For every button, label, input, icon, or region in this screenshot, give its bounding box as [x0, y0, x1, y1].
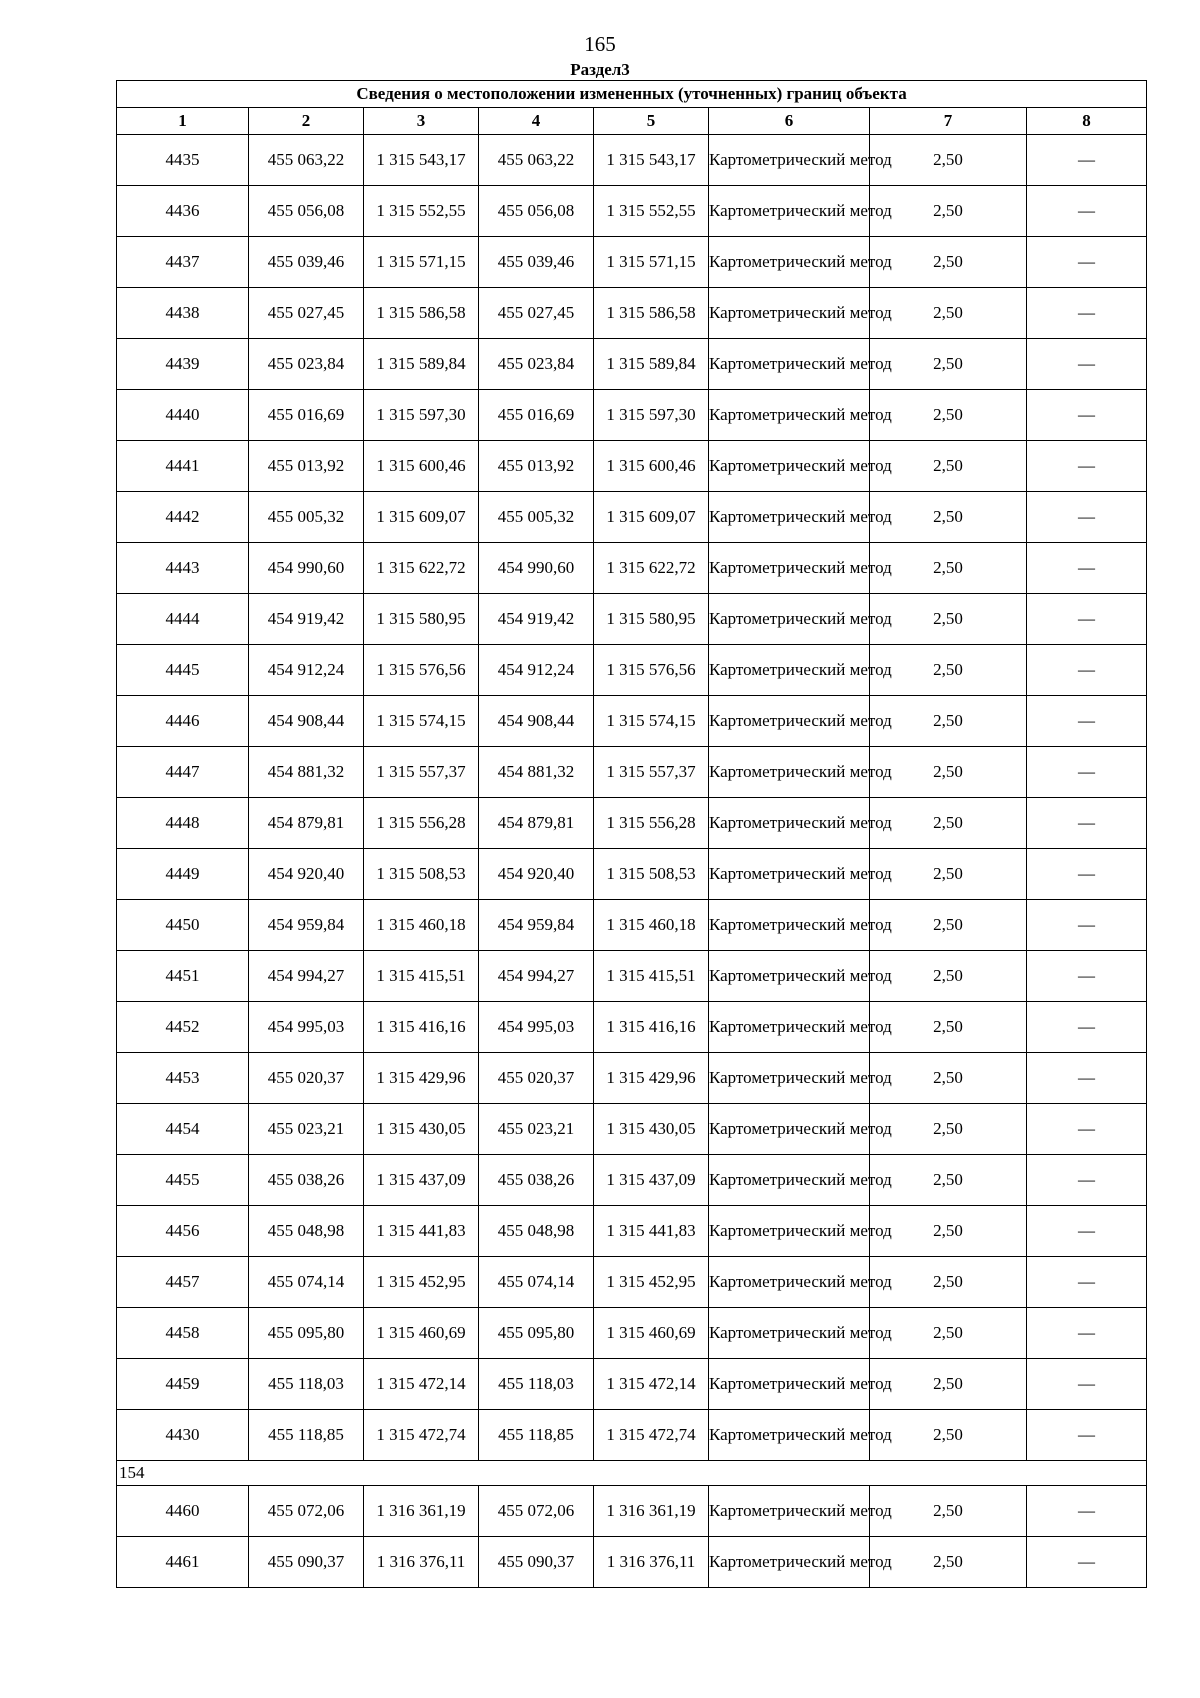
note-cell: — [1027, 696, 1147, 747]
x-new-cell: 455 118,85 [479, 1410, 594, 1461]
accuracy-cell: 2,50 [870, 135, 1027, 186]
table-row [117, 696, 1147, 747]
x-old-cell: 455 118,85 [249, 1410, 364, 1461]
y-old-cell: 1 315 437,09 [364, 1155, 479, 1206]
table-row [117, 339, 1147, 390]
x-old-cell: 454 920,40 [249, 849, 364, 900]
y-old-cell: 1 315 589,84 [364, 339, 479, 390]
x-new-cell: 454 990,60 [479, 543, 594, 594]
y-new-cell: 1 315 415,51 [594, 951, 709, 1002]
x-new-cell: 454 881,32 [479, 747, 594, 798]
table-row [117, 951, 1147, 1002]
y-new-cell: 1 316 376,11 [594, 1537, 709, 1588]
y-old-cell: 1 315 609,07 [364, 492, 479, 543]
table-row [117, 900, 1147, 951]
column-header: 2 [249, 108, 364, 135]
accuracy-cell: 2,50 [870, 441, 1027, 492]
table-row [117, 1537, 1147, 1588]
note-cell: — [1027, 1104, 1147, 1155]
accuracy-cell: 2,50 [870, 696, 1027, 747]
method-cell: Картометрический метод [709, 1053, 870, 1104]
note-cell: — [1027, 1002, 1147, 1053]
x-new-cell: 455 027,45 [479, 288, 594, 339]
method-cell: Картометрический метод [709, 1308, 870, 1359]
x-new-cell: 455 023,84 [479, 339, 594, 390]
column-header: 1 [117, 108, 249, 135]
x-old-cell: 454 919,42 [249, 594, 364, 645]
table-row [117, 237, 1147, 288]
table-row [117, 1257, 1147, 1308]
point-number-cell: 4456 [117, 1206, 249, 1257]
column-header: 5 [594, 108, 709, 135]
x-old-cell: 455 016,69 [249, 390, 364, 441]
point-number-cell: 4450 [117, 900, 249, 951]
accuracy-cell: 2,50 [870, 1308, 1027, 1359]
y-old-cell: 1 315 452,95 [364, 1257, 479, 1308]
method-cell: Картометрический метод [709, 594, 870, 645]
y-new-cell: 1 315 580,95 [594, 594, 709, 645]
point-number-cell: 4447 [117, 747, 249, 798]
x-new-cell: 455 023,21 [479, 1104, 594, 1155]
x-new-cell: 455 016,69 [479, 390, 594, 441]
table-row [117, 1053, 1147, 1104]
table-row [117, 492, 1147, 543]
y-new-cell: 1 315 600,46 [594, 441, 709, 492]
x-old-cell: 455 023,21 [249, 1104, 364, 1155]
accuracy-cell: 2,50 [870, 1155, 1027, 1206]
method-cell: Картометрический метод [709, 951, 870, 1002]
table-row [117, 645, 1147, 696]
note-cell: — [1027, 1308, 1147, 1359]
accuracy-cell: 2,50 [870, 339, 1027, 390]
method-cell: Картометрический метод [709, 696, 870, 747]
method-cell: Картометрический метод [709, 1486, 870, 1537]
method-cell: Картометрический метод [709, 1206, 870, 1257]
x-new-cell: 455 039,46 [479, 237, 594, 288]
x-new-cell: 455 095,80 [479, 1308, 594, 1359]
y-old-cell: 1 315 552,55 [364, 186, 479, 237]
y-new-cell: 1 315 597,30 [594, 390, 709, 441]
y-new-cell: 1 315 416,16 [594, 1002, 709, 1053]
point-number-cell: 4451 [117, 951, 249, 1002]
table-row [117, 1410, 1147, 1461]
x-old-cell: 455 074,14 [249, 1257, 364, 1308]
y-new-cell: 1 315 472,74 [594, 1410, 709, 1461]
y-new-cell: 1 315 609,07 [594, 492, 709, 543]
x-old-cell: 454 990,60 [249, 543, 364, 594]
y-old-cell: 1 315 576,56 [364, 645, 479, 696]
note-cell: — [1027, 747, 1147, 798]
y-old-cell: 1 316 376,11 [364, 1537, 479, 1588]
y-new-cell: 1 315 576,56 [594, 645, 709, 696]
y-new-cell: 1 315 552,55 [594, 186, 709, 237]
y-new-cell: 1 316 361,19 [594, 1486, 709, 1537]
x-old-cell: 455 020,37 [249, 1053, 364, 1104]
x-old-cell: 455 013,92 [249, 441, 364, 492]
note-cell: — [1027, 543, 1147, 594]
y-new-cell: 1 315 589,84 [594, 339, 709, 390]
table-row [117, 1486, 1147, 1537]
y-old-cell: 1 315 622,72 [364, 543, 479, 594]
x-new-cell: 454 908,44 [479, 696, 594, 747]
accuracy-cell: 2,50 [870, 492, 1027, 543]
point-number-cell: 4458 [117, 1308, 249, 1359]
x-old-cell: 454 879,81 [249, 798, 364, 849]
accuracy-cell: 2,50 [870, 1104, 1027, 1155]
note-cell: — [1027, 1359, 1147, 1410]
accuracy-cell: 2,50 [870, 747, 1027, 798]
accuracy-cell: 2,50 [870, 1359, 1027, 1410]
accuracy-cell: 2,50 [870, 798, 1027, 849]
group-row [117, 1461, 1147, 1486]
column-header: 7 [870, 108, 1027, 135]
method-cell: Картометрический метод [709, 441, 870, 492]
method-cell: Картометрический метод [709, 390, 870, 441]
y-old-cell: 1 315 441,83 [364, 1206, 479, 1257]
point-number-cell: 4441 [117, 441, 249, 492]
x-old-cell: 455 005,32 [249, 492, 364, 543]
x-new-cell: 455 048,98 [479, 1206, 594, 1257]
method-cell: Картометрический метод [709, 900, 870, 951]
method-cell: Картометрический метод [709, 849, 870, 900]
table-row [117, 1155, 1147, 1206]
point-number-cell: 4444 [117, 594, 249, 645]
point-number-cell: 4461 [117, 1537, 249, 1588]
note-cell: — [1027, 645, 1147, 696]
method-cell: Картометрический метод [709, 237, 870, 288]
accuracy-cell: 2,50 [870, 1257, 1027, 1308]
table-row [117, 441, 1147, 492]
x-new-cell: 455 063,22 [479, 135, 594, 186]
note-cell: — [1027, 135, 1147, 186]
point-number-cell: 4452 [117, 1002, 249, 1053]
x-old-cell: 454 995,03 [249, 1002, 364, 1053]
y-old-cell: 1 315 597,30 [364, 390, 479, 441]
table-row [117, 849, 1147, 900]
table-row [117, 1002, 1147, 1053]
table-row [117, 798, 1147, 849]
accuracy-cell: 2,50 [870, 390, 1027, 441]
accuracy-cell: 2,50 [870, 1486, 1027, 1537]
table-row [117, 747, 1147, 798]
method-cell: Картометрический метод [709, 1257, 870, 1308]
x-new-cell: 455 118,03 [479, 1359, 594, 1410]
accuracy-cell: 2,50 [870, 645, 1027, 696]
y-old-cell: 1 315 580,95 [364, 594, 479, 645]
point-number-cell: 4460 [117, 1486, 249, 1537]
y-old-cell: 1 315 586,58 [364, 288, 479, 339]
point-number-cell: 4442 [117, 492, 249, 543]
table-row [117, 1308, 1147, 1359]
note-cell: — [1027, 339, 1147, 390]
x-old-cell: 455 072,06 [249, 1486, 364, 1537]
accuracy-cell: 2,50 [870, 1410, 1027, 1461]
x-old-cell: 455 090,37 [249, 1537, 364, 1588]
note-cell: — [1027, 1206, 1147, 1257]
table-row [117, 1104, 1147, 1155]
point-number-cell: 4439 [117, 339, 249, 390]
y-old-cell: 1 315 460,69 [364, 1308, 479, 1359]
note-cell: — [1027, 951, 1147, 1002]
note-cell: — [1027, 288, 1147, 339]
y-new-cell: 1 315 571,15 [594, 237, 709, 288]
accuracy-cell: 2,50 [870, 594, 1027, 645]
accuracy-cell: 2,50 [870, 186, 1027, 237]
y-new-cell: 1 315 437,09 [594, 1155, 709, 1206]
table-caption: Сведения о местоположении измененных (уточненных) границ объекта [117, 81, 1147, 108]
x-new-cell: 455 072,06 [479, 1486, 594, 1537]
method-cell: Картометрический метод [709, 645, 870, 696]
y-old-cell: 1 315 543,17 [364, 135, 479, 186]
y-new-cell: 1 315 508,53 [594, 849, 709, 900]
method-cell: Картометрический метод [709, 1002, 870, 1053]
group-label: 154 [117, 1461, 1147, 1486]
coordinates-table [116, 80, 1147, 1588]
page-number: 165 [584, 32, 616, 56]
point-number-cell: 4449 [117, 849, 249, 900]
y-old-cell: 1 315 472,14 [364, 1359, 479, 1410]
y-old-cell: 1 315 415,51 [364, 951, 479, 1002]
x-new-cell: 454 879,81 [479, 798, 594, 849]
x-new-cell: 454 959,84 [479, 900, 594, 951]
x-old-cell: 455 038,26 [249, 1155, 364, 1206]
y-old-cell: 1 316 361,19 [364, 1486, 479, 1537]
table-row [117, 543, 1147, 594]
x-old-cell: 455 063,22 [249, 135, 364, 186]
point-number-cell: 4443 [117, 543, 249, 594]
note-cell: — [1027, 798, 1147, 849]
y-new-cell: 1 315 557,37 [594, 747, 709, 798]
point-number-cell: 4445 [117, 645, 249, 696]
x-new-cell: 455 056,08 [479, 186, 594, 237]
y-new-cell: 1 315 574,15 [594, 696, 709, 747]
point-number-cell: 4448 [117, 798, 249, 849]
x-old-cell: 455 118,03 [249, 1359, 364, 1410]
x-old-cell: 455 095,80 [249, 1308, 364, 1359]
note-cell: — [1027, 1486, 1147, 1537]
x-old-cell: 455 023,84 [249, 339, 364, 390]
y-new-cell: 1 315 556,28 [594, 798, 709, 849]
y-old-cell: 1 315 557,37 [364, 747, 479, 798]
point-number-cell: 4435 [117, 135, 249, 186]
point-number-cell: 4453 [117, 1053, 249, 1104]
method-cell: Картометрический метод [709, 543, 870, 594]
column-header-row [117, 108, 1147, 135]
table-row [117, 186, 1147, 237]
section-title: Раздел3 [570, 60, 630, 79]
method-cell: Картометрический метод [709, 1410, 870, 1461]
column-header: 8 [1027, 108, 1147, 135]
point-number-cell: 4454 [117, 1104, 249, 1155]
accuracy-cell: 2,50 [870, 237, 1027, 288]
accuracy-cell: 2,50 [870, 1537, 1027, 1588]
point-number-cell: 4457 [117, 1257, 249, 1308]
method-cell: Картометрический метод [709, 186, 870, 237]
note-cell: — [1027, 492, 1147, 543]
x-new-cell: 455 013,92 [479, 441, 594, 492]
x-new-cell: 455 074,14 [479, 1257, 594, 1308]
table-body [117, 135, 1147, 1588]
table-row [117, 135, 1147, 186]
point-number-cell: 4459 [117, 1359, 249, 1410]
accuracy-cell: 2,50 [870, 288, 1027, 339]
point-number-cell: 4440 [117, 390, 249, 441]
note-cell: — [1027, 900, 1147, 951]
y-old-cell: 1 315 571,15 [364, 237, 479, 288]
y-old-cell: 1 315 429,96 [364, 1053, 479, 1104]
x-new-cell: 455 038,26 [479, 1155, 594, 1206]
y-new-cell: 1 315 441,83 [594, 1206, 709, 1257]
method-cell: Картометрический метод [709, 135, 870, 186]
y-old-cell: 1 315 600,46 [364, 441, 479, 492]
y-old-cell: 1 315 508,53 [364, 849, 479, 900]
x-new-cell: 454 919,42 [479, 594, 594, 645]
note-cell: — [1027, 1410, 1147, 1461]
y-new-cell: 1 315 472,14 [594, 1359, 709, 1410]
method-cell: Картометрический метод [709, 798, 870, 849]
y-new-cell: 1 315 460,69 [594, 1308, 709, 1359]
table-row [117, 1359, 1147, 1410]
note-cell: — [1027, 1053, 1147, 1104]
method-cell: Картометрический метод [709, 1537, 870, 1588]
y-new-cell: 1 315 430,05 [594, 1104, 709, 1155]
x-old-cell: 455 039,46 [249, 237, 364, 288]
note-cell: — [1027, 441, 1147, 492]
accuracy-cell: 2,50 [870, 951, 1027, 1002]
note-cell: — [1027, 1155, 1147, 1206]
method-cell: Картометрический метод [709, 1359, 870, 1410]
x-new-cell: 454 994,27 [479, 951, 594, 1002]
note-cell: — [1027, 186, 1147, 237]
x-old-cell: 454 908,44 [249, 696, 364, 747]
x-new-cell: 455 090,37 [479, 1537, 594, 1588]
point-number-cell: 4438 [117, 288, 249, 339]
x-new-cell: 454 995,03 [479, 1002, 594, 1053]
x-old-cell: 455 027,45 [249, 288, 364, 339]
y-old-cell: 1 315 416,16 [364, 1002, 479, 1053]
point-number-cell: 4430 [117, 1410, 249, 1461]
column-header: 4 [479, 108, 594, 135]
note-cell: — [1027, 849, 1147, 900]
note-cell: — [1027, 237, 1147, 288]
x-new-cell: 454 920,40 [479, 849, 594, 900]
method-cell: Картометрический метод [709, 339, 870, 390]
x-old-cell: 454 994,27 [249, 951, 364, 1002]
y-new-cell: 1 315 429,96 [594, 1053, 709, 1104]
y-new-cell: 1 315 452,95 [594, 1257, 709, 1308]
y-old-cell: 1 315 574,15 [364, 696, 479, 747]
y-new-cell: 1 315 543,17 [594, 135, 709, 186]
note-cell: — [1027, 390, 1147, 441]
column-header: 3 [364, 108, 479, 135]
x-new-cell: 454 912,24 [479, 645, 594, 696]
note-cell: — [1027, 1257, 1147, 1308]
x-old-cell: 454 912,24 [249, 645, 364, 696]
y-new-cell: 1 315 622,72 [594, 543, 709, 594]
point-number-cell: 4436 [117, 186, 249, 237]
y-new-cell: 1 315 586,58 [594, 288, 709, 339]
method-cell: Картометрический метод [709, 288, 870, 339]
x-old-cell: 454 881,32 [249, 747, 364, 798]
accuracy-cell: 2,50 [870, 849, 1027, 900]
y-old-cell: 1 315 460,18 [364, 900, 479, 951]
note-cell: — [1027, 594, 1147, 645]
table-row [117, 390, 1147, 441]
accuracy-cell: 2,50 [870, 1206, 1027, 1257]
method-cell: Картометрический метод [709, 492, 870, 543]
accuracy-cell: 2,50 [870, 1002, 1027, 1053]
x-new-cell: 455 020,37 [479, 1053, 594, 1104]
point-number-cell: 4446 [117, 696, 249, 747]
x-old-cell: 455 048,98 [249, 1206, 364, 1257]
table-row [117, 288, 1147, 339]
table-row [117, 1206, 1147, 1257]
accuracy-cell: 2,50 [870, 543, 1027, 594]
method-cell: Картометрический метод [709, 1104, 870, 1155]
y-old-cell: 1 315 472,74 [364, 1410, 479, 1461]
x-old-cell: 455 056,08 [249, 186, 364, 237]
y-new-cell: 1 315 460,18 [594, 900, 709, 951]
table-row [117, 594, 1147, 645]
point-number-cell: 4437 [117, 237, 249, 288]
y-old-cell: 1 315 556,28 [364, 798, 479, 849]
method-cell: Картометрический метод [709, 1155, 870, 1206]
x-old-cell: 454 959,84 [249, 900, 364, 951]
x-new-cell: 455 005,32 [479, 492, 594, 543]
method-cell: Картометрический метод [709, 747, 870, 798]
accuracy-cell: 2,50 [870, 1053, 1027, 1104]
point-number-cell: 4455 [117, 1155, 249, 1206]
accuracy-cell: 2,50 [870, 900, 1027, 951]
y-old-cell: 1 315 430,05 [364, 1104, 479, 1155]
column-header: 6 [709, 108, 870, 135]
note-cell: — [1027, 1537, 1147, 1588]
